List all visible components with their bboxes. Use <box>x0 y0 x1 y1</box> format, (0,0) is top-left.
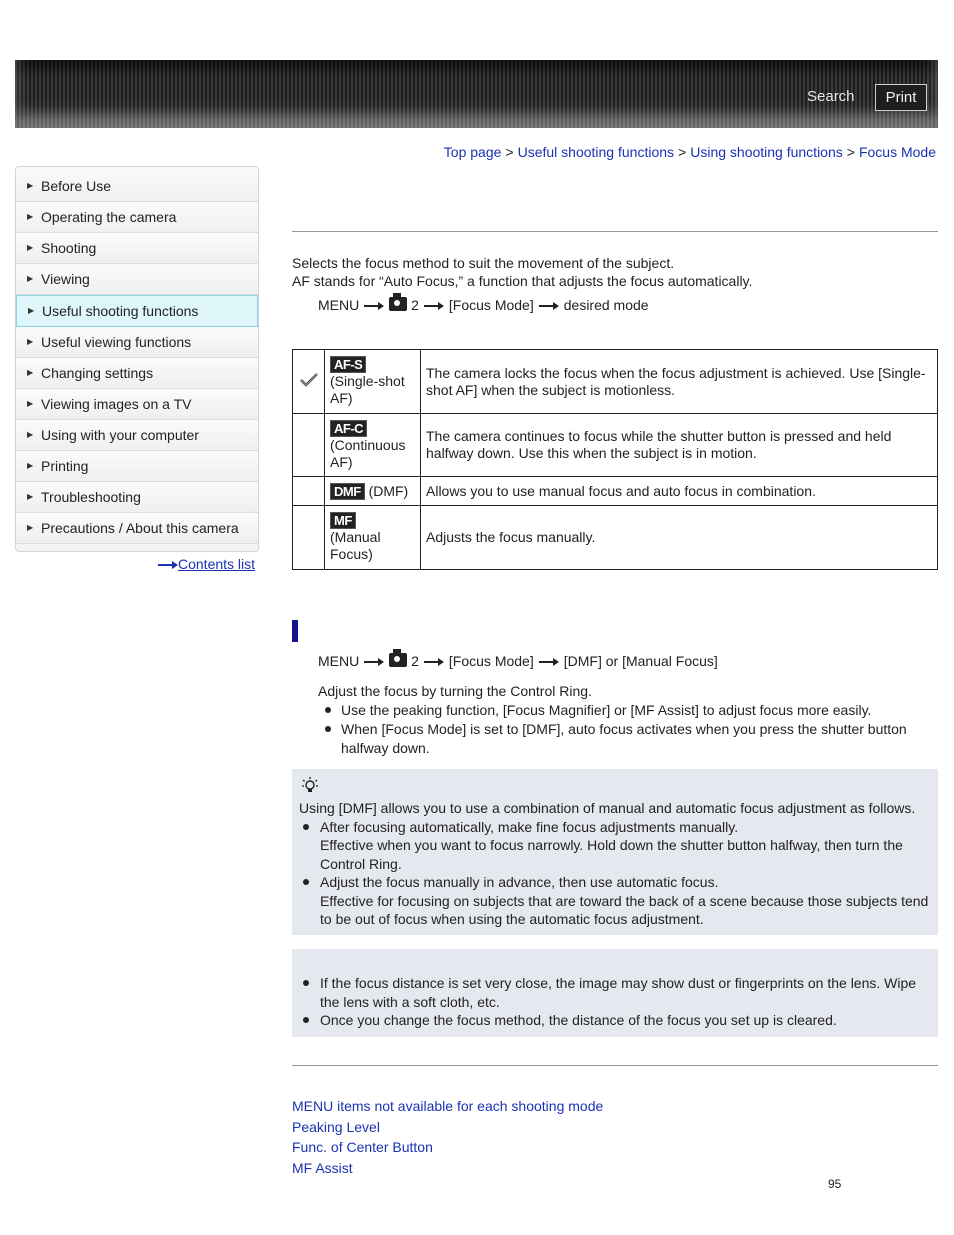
intro-text <box>292 254 752 290</box>
sidebar-item-shooting[interactable] <box>16 233 258 264</box>
hint-content <box>299 799 933 929</box>
triangle-right-icon: ▶ <box>27 212 34 221</box>
menu-path <box>318 297 649 313</box>
menu-target-label: desired mode <box>563 297 649 313</box>
sidebar-item-before-use[interactable] <box>16 167 258 202</box>
af-c-icon: AF-C <box>330 420 367 437</box>
list-item: Use the peaking function, [Focus Magnifier] or [MF Assist] to adjust focus more easily. <box>318 701 938 720</box>
mode-cell <box>325 350 421 414</box>
sidebar-item-label: Changing settings <box>41 365 154 381</box>
triangle-right-icon: ▶ <box>28 306 35 315</box>
camera-tab-number: 2 <box>411 653 419 669</box>
note-content <box>299 974 935 1030</box>
sidebar-item-useful-viewing-functions[interactable] <box>16 327 258 358</box>
note-box <box>292 949 938 1037</box>
mode-cell <box>325 477 421 506</box>
hint-bullet-detail: Effective for focusing on subjects that are toward the back of a scene because those subjects tend to be out of focus when using the automatic focus adjustment. <box>320 892 929 927</box>
default-mark-cell <box>293 477 325 506</box>
triangle-right-icon: ▶ <box>27 181 34 190</box>
triangle-right-icon: ▶ <box>27 430 34 439</box>
adjust-section <box>318 682 938 758</box>
list-item: If the focus distance is set very close, the image may show dust or fingerprints on the lens. Wipe the lens with a soft cloth, etc. <box>299 974 935 1011</box>
arrow-right-icon <box>364 302 384 310</box>
arrow-right-icon <box>364 658 384 666</box>
related-links <box>292 1096 603 1178</box>
table-row <box>293 414 938 477</box>
hint-bullet-title: After focusing automatically, make fine focus adjustments manually. <box>320 818 739 835</box>
mode-description: Allows you to use manual focus and auto focus in combination. <box>421 477 938 506</box>
list-item: Once you change the focus method, the distance of the focus you set up is cleared. <box>299 1011 935 1030</box>
list-item <box>299 873 933 929</box>
triangle-right-icon: ▶ <box>27 337 34 346</box>
dmf-icon: DMF <box>330 483 365 500</box>
mode-cell <box>325 506 421 570</box>
search-button[interactable]: Search <box>807 88 855 105</box>
hint-box <box>292 769 938 935</box>
divider <box>292 1065 938 1066</box>
page-number: 95 <box>828 1177 842 1191</box>
sidebar-item-label: Operating the camera <box>41 209 177 225</box>
checkmark-icon <box>299 372 319 388</box>
adjust-text: Adjust the focus by turning the Control Ring. <box>318 683 592 699</box>
sidebar-item-label: Viewing <box>41 271 90 287</box>
contents-list-link[interactable] <box>158 556 255 572</box>
default-mark-cell <box>293 414 325 477</box>
sidebar-item-precautions[interactable] <box>16 513 258 544</box>
triangle-right-icon: ▶ <box>27 461 34 470</box>
sidebar-item-using-with-computer[interactable] <box>16 420 258 451</box>
mode-label: (Continuous AF) <box>330 436 406 470</box>
sidebar-item-viewing-images-on-tv[interactable] <box>16 389 258 420</box>
note-bullets <box>299 974 935 1030</box>
mode-label: (Manual Focus) <box>330 529 381 562</box>
breadcrumb-focus-mode[interactable]: Focus Mode <box>858 144 936 160</box>
breadcrumb-separator: > <box>678 144 687 160</box>
arrow-right-icon <box>424 658 444 666</box>
menu-label: MENU <box>318 297 360 313</box>
hint-bullet-title: Adjust the focus manually in advance, then use automatic focus. <box>320 874 719 890</box>
related-link[interactable]: MENU items not available for each shooting mode <box>292 1098 604 1114</box>
sidebar-item-label: Using with your computer <box>41 427 199 443</box>
arrow-right-icon <box>539 658 559 666</box>
related-link[interactable]: Func. of Center Button <box>292 1139 433 1155</box>
related-link[interactable]: Peaking Level <box>292 1118 380 1135</box>
focus-mode-table <box>292 349 938 570</box>
list-item <box>299 818 933 874</box>
camera-icon <box>389 297 407 311</box>
list-item: When [Focus Mode] is set to [DMF], auto focus activates when you press the shutter button halfway down. <box>318 720 938 758</box>
sidebar-item-printing[interactable] <box>16 451 258 482</box>
sidebar-item-label: Precautions / About this camera <box>41 520 239 536</box>
breadcrumb-using-shooting-functions[interactable]: Using shooting functions <box>690 144 843 160</box>
mf-icon: MF <box>330 512 356 529</box>
sidebar-item-label: Viewing images on a TV <box>41 396 192 412</box>
af-s-icon: AF-S <box>330 356 366 373</box>
sidebar-item-label: Before Use <box>41 178 112 194</box>
intro-line: AF stands for “Auto Focus,” a function that adjusts the focus automatically. <box>292 273 753 289</box>
hint-bullet-detail: Effective when you want to focus narrowly. Hold down the shutter button halfway, then turn the Control Ring. <box>320 837 903 872</box>
triangle-right-icon: ▶ <box>27 368 34 377</box>
hint-intro: Using [DMF] allows you to use a combination of manual and automatic focus adjustment as follows. <box>299 800 916 816</box>
triangle-right-icon: ▶ <box>27 492 34 501</box>
camera-icon <box>389 653 407 667</box>
sidebar-item-label: Useful shooting functions <box>42 303 199 319</box>
triangle-right-icon: ▶ <box>27 523 34 532</box>
divider <box>292 231 938 232</box>
table-row <box>293 350 938 414</box>
sidebar-item-label: Shooting <box>41 240 97 256</box>
sidebar-item-label: Printing <box>41 458 89 474</box>
sidebar-item-label: Useful viewing functions <box>41 334 192 350</box>
arrow-right-icon <box>424 302 444 310</box>
section-marker <box>292 620 298 642</box>
adjust-bullets <box>318 701 938 758</box>
hint-bullets <box>299 818 933 929</box>
triangle-right-icon: ▶ <box>27 243 34 252</box>
breadcrumb-separator: > <box>505 144 514 160</box>
arrow-right-icon <box>158 560 178 570</box>
menu-item-label: [Focus Mode] <box>448 653 534 669</box>
menu-target-label: [DMF] or [Manual Focus] <box>563 653 718 669</box>
lightbulb-icon <box>302 777 318 795</box>
table-row <box>293 506 938 570</box>
related-link[interactable]: MF Assist <box>292 1159 353 1176</box>
intro-line: Selects the focus method to suit the movement of the subject. <box>292 255 675 271</box>
breadcrumb-separator: > <box>846 144 855 160</box>
triangle-right-icon: ▶ <box>27 399 34 408</box>
mode-label: (Single-shot AF) <box>330 373 405 406</box>
sidebar-item-useful-shooting-functions[interactable] <box>16 295 258 327</box>
menu-item-label: [Focus Mode] <box>448 297 534 313</box>
table-row <box>293 477 938 506</box>
mode-description: The camera continues to focus while the shutter button is pressed and held halfway down. Use this when the subject is in motion. <box>421 414 938 477</box>
breadcrumb <box>444 144 936 160</box>
camera-tab-number: 2 <box>411 297 419 313</box>
breadcrumb-useful-shooting-functions[interactable]: Useful shooting functions <box>517 144 675 160</box>
default-mark-cell <box>293 506 325 570</box>
contents-list-label: Contents list <box>178 556 256 572</box>
mode-description: Adjusts the focus manually. <box>421 506 938 570</box>
sidebar-nav <box>15 166 259 552</box>
menu-label: MENU <box>318 653 360 669</box>
top-bar <box>15 60 938 128</box>
breadcrumb-top-page[interactable]: Top page <box>443 144 502 160</box>
mode-description: The camera locks the focus when the focus adjustment is achieved. Use [Single-shot AF] when the subject is motionless. <box>421 350 938 414</box>
default-mark-cell <box>293 350 325 414</box>
sidebar-item-label: Troubleshooting <box>41 489 141 505</box>
sidebar-item-changing-settings[interactable] <box>16 358 258 389</box>
sidebar-item-viewing[interactable] <box>16 264 258 295</box>
sidebar-item-operating-the-camera[interactable] <box>16 202 258 233</box>
arrow-right-icon <box>539 302 559 310</box>
mode-cell <box>325 414 421 477</box>
triangle-right-icon: ▶ <box>27 274 34 283</box>
print-button[interactable]: Print <box>875 84 927 111</box>
menu-path <box>318 653 718 669</box>
mode-label: (DMF) <box>368 482 409 499</box>
sidebar-item-troubleshooting[interactable] <box>16 482 258 513</box>
